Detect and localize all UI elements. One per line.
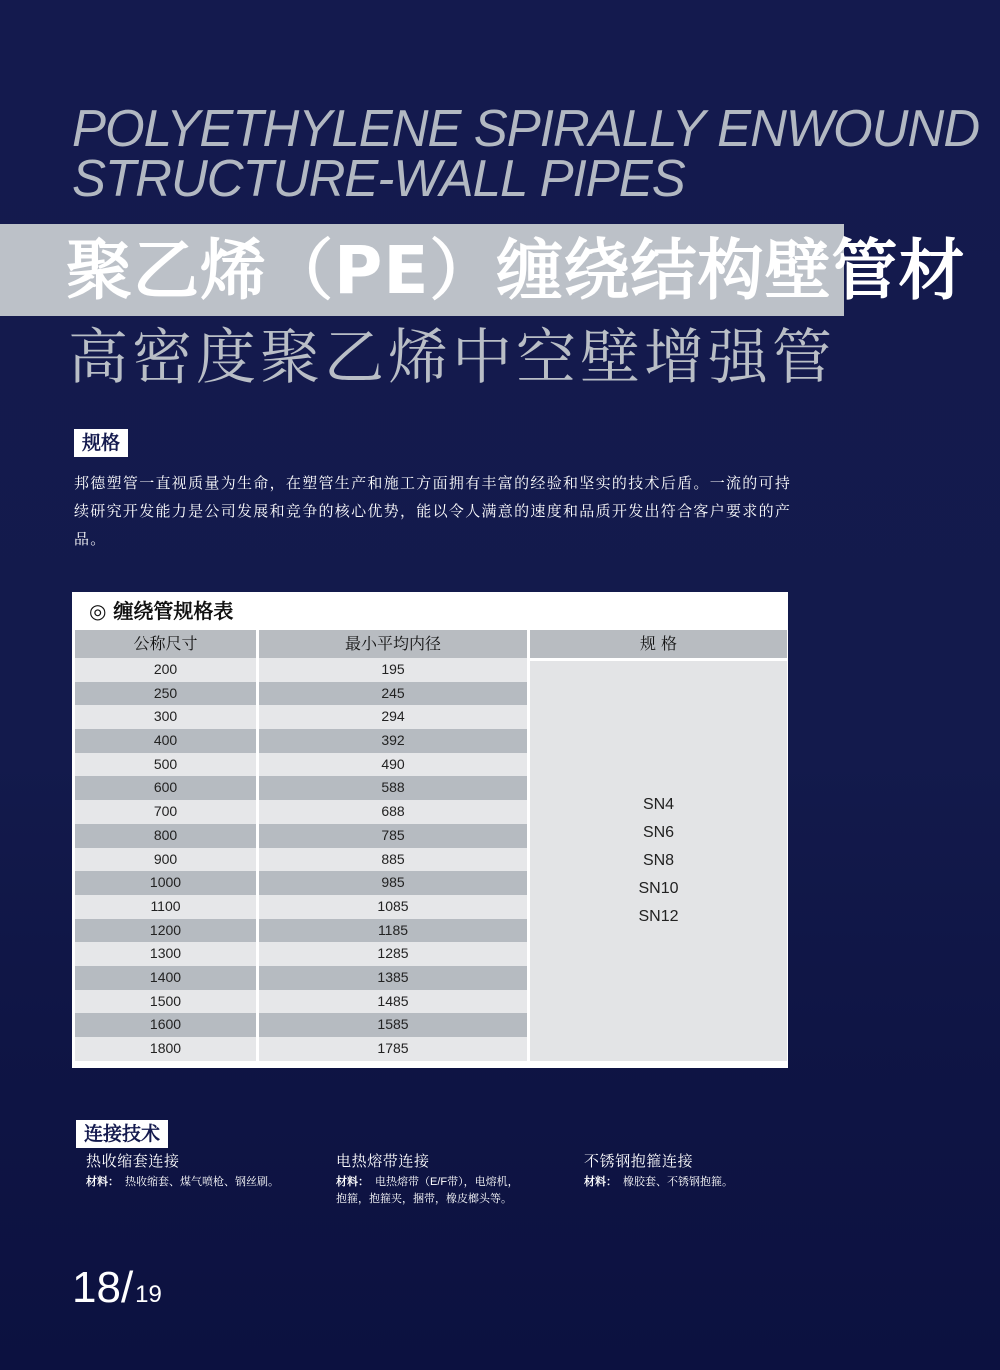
spec-value: SN12 (638, 907, 679, 925)
connection-electrofusion (336, 1152, 519, 1208)
spec-section-tag: 规格 (74, 429, 128, 457)
nominal-size-cell: 900 (75, 848, 256, 872)
min-inner-diameter-cell: 885 (259, 848, 527, 872)
min-inner-diameter-cell: 245 (259, 682, 527, 706)
min-inner-diameter-cell: 294 (259, 705, 527, 729)
spec-value: SN10 (638, 879, 679, 897)
spec-value: SN4 (642, 795, 675, 813)
materials-label: 材料： (86, 1176, 119, 1188)
materials-text: 热收缩套、煤气喷枪、钢丝刷。 (125, 1176, 279, 1188)
connection-stainless-clamp (584, 1152, 733, 1191)
nominal-size-cell: 1500 (75, 990, 256, 1014)
nominal-size-cell: 1200 (75, 919, 256, 943)
nominal-size-cell: 400 (75, 729, 256, 753)
connection-section-tag: 连接技术 (76, 1120, 168, 1148)
materials-text-continued: 抱箍，抱箍夹，捆带，橡皮榔头等。 (336, 1193, 512, 1205)
min-inner-diameter-cell: 1385 (259, 966, 527, 990)
spec-values-cell (530, 661, 787, 1061)
spec-table (72, 592, 788, 1068)
connection-name: 不锈钢抱箍连接 (584, 1153, 694, 1170)
materials-label: 材料： (584, 1176, 617, 1188)
min-inner-diameter-cell: 1285 (259, 942, 527, 966)
min-inner-diameter-cell: 688 (259, 800, 527, 824)
page-number (72, 1262, 162, 1314)
min-inner-diameter-cell: 1185 (259, 919, 527, 943)
min-inner-diameter-cell: 588 (259, 776, 527, 800)
min-inner-diameter-cell: 1585 (259, 1013, 527, 1037)
nominal-size-cell: 200 (75, 658, 256, 682)
header-nominal-size: 公称尺寸 (75, 630, 256, 661)
english-title-line-2: STRUCTURE-WALL PIPES (72, 150, 685, 208)
min-inner-diameter-cell: 785 (259, 824, 527, 848)
intro-paragraph: 邦德塑管一直视质量为生命，在塑管生产和施工方面拥有丰富的经验和坚实的技术后盾。一流的可持续研究开发能力是公司发展和竞争的核心优势，能以令人满意的速度和品质开发出符合客户要求的产品。 (74, 475, 792, 548)
english-title-line-1: POLYETHYLENE SPIRALLY ENWOUND (72, 100, 980, 158)
header-min-inner-diameter: 最小平均内径 (259, 630, 527, 661)
nominal-size-cell: 1300 (75, 942, 256, 966)
nominal-size-cell: 1100 (75, 895, 256, 919)
materials-text: 橡胶套、不锈钢抱箍。 (623, 1176, 733, 1188)
connection-name: 热收缩套连接 (86, 1153, 180, 1170)
min-inner-diameter-cell: 392 (259, 729, 527, 753)
nominal-size-cell: 1000 (75, 871, 256, 895)
min-inner-diameter-cell: 1085 (259, 895, 527, 919)
spec-table-title: ◎ 缠绕管规格表 (89, 599, 234, 623)
nominal-size-cell: 300 (75, 705, 256, 729)
nominal-size-cell: 600 (75, 776, 256, 800)
min-inner-diameter-cell: 490 (259, 753, 527, 777)
connection-heat-shrink (86, 1152, 279, 1191)
connection-materials (336, 1174, 519, 1208)
spec-value: SN8 (642, 851, 675, 869)
nominal-size-cell: 1600 (75, 1013, 256, 1037)
nominal-size-cell: 700 (75, 800, 256, 824)
min-inner-diameter-cell: 1785 (259, 1037, 527, 1061)
materials-label: 材料： (336, 1176, 369, 1188)
next-page: 19 (135, 1281, 162, 1308)
connection-materials (584, 1174, 733, 1191)
header-spec: 规 格 (530, 630, 787, 661)
chinese-title: 聚乙烯（PE）缠绕结构壁管材 (66, 232, 966, 309)
nominal-size-cell: 1400 (75, 966, 256, 990)
english-title (72, 100, 980, 208)
connection-name: 电热熔带连接 (336, 1153, 430, 1170)
current-page: 18/ (72, 1263, 134, 1312)
min-inner-diameter-cell: 195 (259, 658, 527, 682)
spec-value: SN6 (642, 823, 675, 841)
nominal-size-cell: 500 (75, 753, 256, 777)
nominal-size-cell: 800 (75, 824, 256, 848)
chinese-subtitle: 高密度聚乙烯中空壁增强管 (68, 323, 836, 393)
connection-materials (86, 1174, 279, 1191)
spec-table-grid (75, 630, 785, 1061)
nominal-size-cell: 1800 (75, 1037, 256, 1061)
nominal-size-cell: 250 (75, 682, 256, 706)
min-inner-diameter-cell: 1485 (259, 990, 527, 1014)
min-inner-diameter-cell: 985 (259, 871, 527, 895)
materials-text: 电热熔带（E/F带），电熔机， (375, 1176, 519, 1188)
